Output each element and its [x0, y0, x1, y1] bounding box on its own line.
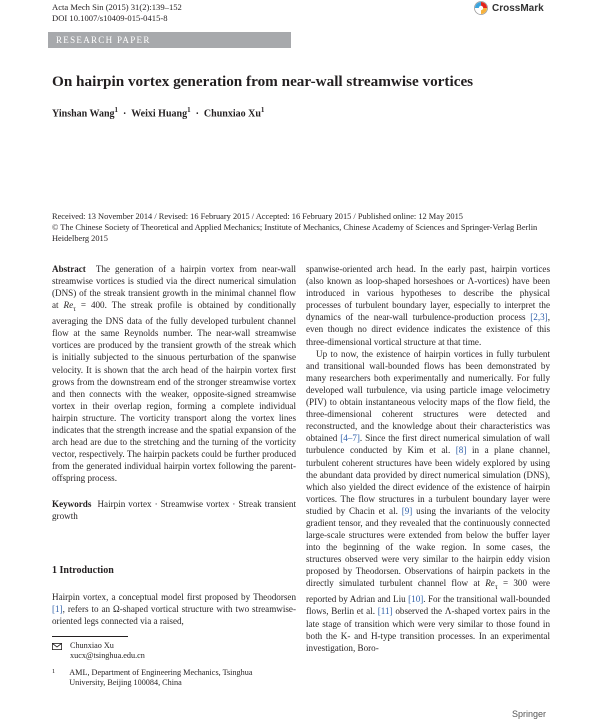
doi[interactable]: DOI 10.1007/s10409-015-0415-8 — [52, 13, 168, 23]
article-dates: Received: 13 November 2014 / Revised: 16 February 2015 / Accepted: 16 February 2015 / Published online: 12 May 2015 — [52, 212, 463, 221]
citation-link[interactable]: [10] — [408, 594, 424, 605]
affil-mark: 1 — [260, 106, 265, 114]
body-text: , even though no direct evidence indicates the existence of this three-dimensional vortical structure at that time. — [306, 312, 550, 347]
author-separator: · — [123, 108, 127, 120]
author-name[interactable]: Chunxiao Xu — [203, 108, 261, 120]
crossmark-icon — [474, 1, 488, 15]
section-heading: 1 Introduction — [52, 565, 114, 576]
crossmark-badge[interactable] — [474, 0, 558, 16]
citation-link[interactable]: [2,3] — [530, 312, 548, 323]
body-text: in a plane channel, turbulent coherent structures have been widely explored by using the abundant data provided by direct numerical simulation (DNS), which also yielded the direct evidence of the existence of hairpin vortices. The flow structures in a turbulent boundary layer were studied by Chacin et al. — [306, 445, 550, 516]
body-text: . Since the first direct numerical simulation of wall turbulence conducted by Kim et al. — [306, 433, 551, 456]
keywords-label: Keywords — [52, 498, 92, 509]
re-symbol: Re — [485, 578, 495, 589]
abstract-text: The generation of a hairpin vortex from near-wall streamwise vortices is studied via the direct numerical simulation (DNS) of the streak transient growth in the minimal channel flow at — [52, 264, 296, 311]
citation-link[interactable]: [9] — [401, 505, 413, 516]
citation-link[interactable]: [11] — [377, 606, 393, 617]
copyright: © The Chinese Society of Theoretical and Applied Mechanics; Institute of Mechanics, Chinese Academy of Sciences and Springer-Verlag Berlin Heidelberg 2015 — [52, 223, 538, 243]
body-text: = 300 were reported by Adrian and Liu — [306, 578, 550, 605]
keywords-text: Hairpin vortex · Streamwise vortex · Streak transient growth — [52, 498, 297, 521]
affiliation-mark: 1 — [52, 668, 56, 675]
envelope-icon — [52, 643, 62, 650]
abstract-label: Abstract — [52, 264, 86, 274]
citation-link[interactable]: [1] — [52, 604, 63, 615]
paragraph — [306, 263, 550, 348]
journal-citation: Acta Mech Sin (2015) 31(2):139–152 — [52, 2, 182, 12]
affil-mark: 1 — [187, 106, 191, 114]
corresponding-name: Chunxiao Xu — [70, 641, 114, 650]
keywords — [52, 498, 296, 522]
paper-title: On hairpin vortex generation from near-wall streamwise vortices — [52, 73, 474, 90]
abstract — [52, 263, 296, 485]
body-text: observed the Λ-shaped vortex pairs in the late stage of transition which were very similar to those found in both the K- and H-type transition processes. In an experimental investigation, Boro- — [306, 606, 550, 653]
crossmark-label: CrossMark — [492, 2, 544, 14]
body-text: Up to now, the existence of hairpin vortices in fully turbulent and transitional wall-bounded flows has been demonstrated by many researchers both experimentally and numerically. For fully developed wall turbulence, via using particle image velocimetry (PIV) to obtain instantaneous velocity maps of the flow field, the three-dimensional coherent structures were detected and reconstructed, and the knowledge about their characteristics was obtained — [306, 348, 550, 444]
corresponding-author — [52, 641, 145, 662]
publisher-logo-text: Springer — [512, 709, 547, 719]
affil-mark: 1 — [114, 106, 119, 114]
left-column — [52, 263, 296, 522]
intro-text: , refers to an Ω-shaped vortical structure with two streamwise-oriented legs connected via a raised, — [52, 604, 296, 627]
body-text: . For the transitional wall-bounded flows, Berlin et al. — [306, 594, 550, 617]
body-text: using the invariants of the velocity gradient tensor, and they revealed that the continuously connected large-scale structures were extended from below the buffer layer into the beginning of the wake region. In some cases, the structures observed were very similar to the hairpin eddy vision proposed by Theodorsen. Observations of hairpin packets in the directly simulated turbulent channel flow at — [306, 505, 551, 589]
re-symbol: Re — [63, 300, 74, 311]
intro-paragraph — [52, 591, 296, 627]
author-list — [52, 106, 264, 119]
affiliation-line: University, Beijing 100084, China — [69, 678, 182, 688]
paragraph — [306, 348, 550, 654]
re-subscript: τ — [73, 305, 76, 314]
author-name[interactable]: Weixi Huang — [131, 108, 188, 120]
abstract-text: = 400. The streak profile is obtained by conditionally averaging the DNS data of the fully developed turbulent channel flow at the same Reynolds number. The near-wall streamwise vortices are produced by the transient growth of the streak which is initially subjected to the sinuous perturbation of the spanwise velocity. It is shown that the arch head of the hairpin vortex first grows from the downstream end of the stronger streamwise vortex and then connects with the weaker, opposite-signed streamwise vortex in their overlap region, forming a complete individual hairpin structure. The vorticity transport along the vortex lines indicates that the strength increase and the spatial expansion of the arch head are due to the stretching and the turning of the vorticity vector, respectively. The hairpin packets could be further produced from the generated individual hairpin vortex following the parent-offspring process. — [52, 300, 296, 484]
author-separator: · — [195, 108, 199, 120]
affiliation-line: AML, Department of Engineering Mechanics, Tsinghua — [69, 668, 253, 677]
intro-text: Hairpin vortex, a conceptual model first proposed by Theodorsen — [52, 592, 296, 602]
corresponding-email[interactable]: xucx@tsinghua.edu.cn — [70, 651, 145, 661]
citation-link[interactable]: [4–7] — [340, 433, 360, 444]
right-column — [306, 263, 550, 654]
footnote-rule — [52, 636, 128, 637]
body-text: spanwise-oriented arch head. In the early past, hairpin vortices (also known as loop-shaped horseshoes or Λ-vortices) have been introduced in various hypotheses to describe the physical processes of turbulent boundary layer, especially to interpret the dynamics of the near-wall turbulence-production process — [306, 264, 550, 323]
affiliation — [52, 668, 252, 689]
re-subscript: τ — [494, 583, 498, 592]
citation-link[interactable]: [8] — [455, 445, 467, 456]
article-type-band: RESEARCH PAPER — [48, 32, 291, 48]
author-name[interactable]: Yinshan Wang — [52, 108, 115, 120]
